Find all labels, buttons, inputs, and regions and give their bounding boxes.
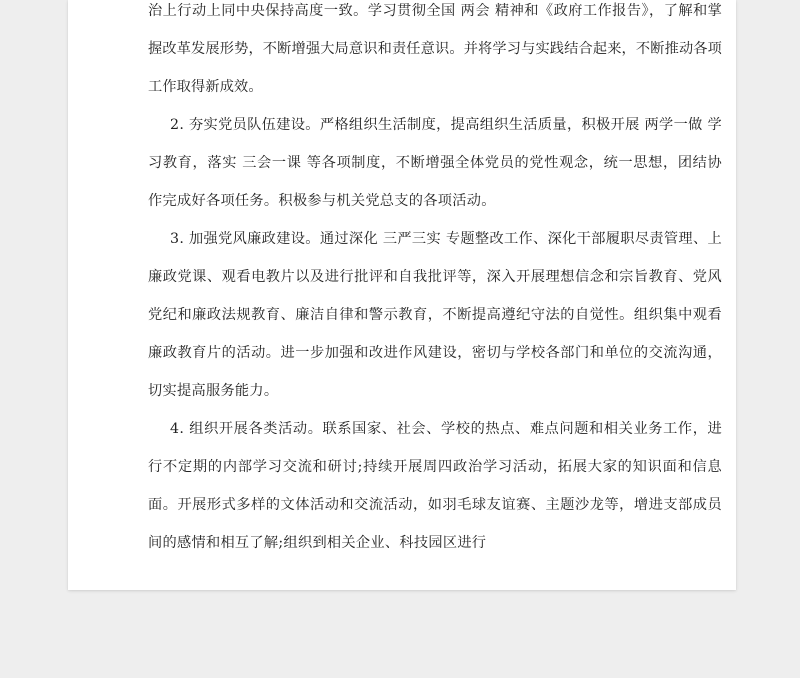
document-page — [68, 0, 736, 590]
document-body — [148, 0, 722, 562]
paragraph-4: 4. 组织开展各类活动。联系国家、社会、学校的热点、难点问题和相关业务工作，进行不定期的内部学习交流和研讨;持续开展周四政治学习活动，拓展大家的知识面和信息面。开展形式多样的文体活动和交流活动，如羽毛球友谊赛、主题沙龙等，增进支部成员间的感情和相互了解;组织到相关企业、科技园区进行 — [148, 421, 722, 551]
paragraph-1: 治上行动上同中央保持高度一致。学习贯彻全国 两会 精神和《政府工作报告》，了解和掌握改革发展形势，不断增强大局意识和责任意识。并将学习与实践结合起来，不断推动各项工作取得新成效。 — [148, 3, 722, 95]
paragraph-2: 2. 夯实党员队伍建设。严格组织生活制度，提高组织生活质量，积极开展 两学一做 学习教育，落实 三会一课 等各项制度，不断增强全体党员的党性观念，统一思想，团结协作完成好各项任务。积极参与机关党总支的各项活动。 — [148, 117, 722, 209]
paragraph-3: 3. 加强党风廉政建设。通过深化 三严三实 专题整改工作、深化干部履职尽责管理、上廉政党课、观看电教片以及进行批评和自我批评等，深入开展理想信念和宗旨教育、党风党纪和廉政法规教育、廉洁自律和警示教育，不断提高遵纪守法的自觉性。组织集中观看廉政教育片的活动。进一步加强和改进作风建设，密切与学校各部门和单位的交流沟通，切实提高服务能力。 — [148, 231, 722, 399]
